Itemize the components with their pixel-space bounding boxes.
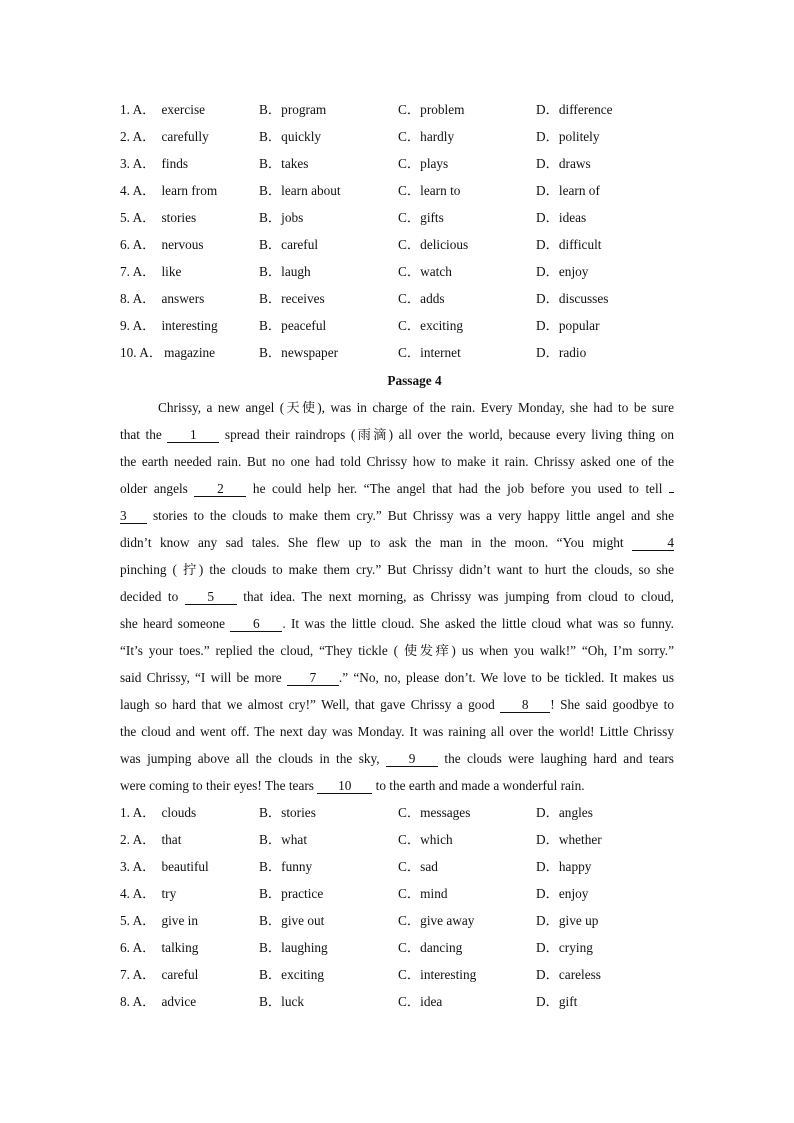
- option-b: B．exciting: [259, 967, 324, 982]
- blank-5[interactable]: 5: [185, 589, 237, 605]
- option-b: B．receives: [259, 291, 325, 306]
- option-a: 4. A． try: [120, 886, 177, 901]
- option-b: B．careful: [259, 237, 319, 252]
- option-c: C．gifts: [398, 210, 444, 225]
- passage-line: didn’t know any sad tales. She flew up to ask the man in the moon. “You might 4: [120, 535, 674, 550]
- passage-line: the cloud and went off. The next day was Monday. It was raining all over the world! Little Chrissy: [120, 724, 674, 739]
- option-b: B．laughing: [259, 940, 328, 955]
- option-a: 5. A． stories: [120, 210, 197, 225]
- passage-line: was jumping above all the clouds in the sky, 9 the clouds were laughing hard and tears: [120, 751, 674, 766]
- blank-9[interactable]: 9: [386, 751, 438, 767]
- passage-line: she heard someone 6 . It was the little cloud. She asked the little cloud what was so funny.: [120, 616, 674, 631]
- passage-line: that the 1 spread their raindrops (雨滴) all over the world, because every living thing on: [120, 427, 674, 442]
- question-row: [120, 880, 680, 907]
- option-c: C．exciting: [398, 318, 463, 333]
- option-a: 7. A． like: [120, 264, 182, 279]
- question-row: [120, 826, 680, 853]
- question-row: [120, 853, 680, 880]
- passage-line: “It’s your toes.” replied the cloud, “They tickle ( 使发痒) us when you walk!” “Oh, I’m sorry.”: [120, 643, 674, 658]
- option-b: B．takes: [259, 156, 309, 171]
- passage-line: were coming to their eyes! The tears 10 to the earth and made a wonderful rain.: [120, 778, 585, 793]
- option-c: C．sad: [398, 859, 438, 874]
- option-b: B．stories: [259, 805, 316, 820]
- question-row: [120, 285, 680, 312]
- option-c: C．watch: [398, 264, 452, 279]
- passage-line: the earth needed rain. But no one had told Chrissy how to make it rain. Chrissy asked one of the: [120, 454, 674, 469]
- option-a: 3. A． beautiful: [120, 859, 209, 874]
- option-c: C．give away: [398, 913, 475, 928]
- option-b: B．quickly: [259, 129, 322, 144]
- option-b: B．jobs: [259, 210, 304, 225]
- option-a: 1. A． exercise: [120, 102, 206, 117]
- option-d: D．careless: [536, 967, 601, 982]
- question-row: [120, 150, 680, 177]
- question-row: [120, 907, 680, 934]
- option-c: C．problem: [398, 102, 465, 117]
- option-b: B．luck: [259, 994, 305, 1009]
- option-a: 6. A． talking: [120, 940, 199, 955]
- option-c: C．internet: [398, 345, 461, 360]
- option-a: 7. A． careful: [120, 967, 199, 982]
- option-d: D．draws: [536, 156, 591, 171]
- option-c: C．messages: [398, 805, 471, 820]
- option-d: D．difficult: [536, 237, 602, 252]
- question-row: [120, 961, 680, 988]
- option-c: C．learn to: [398, 183, 461, 198]
- passage-line: laugh so hard that we almost cry!” Well, that gave Chrissy a good 8 ! She said goodbye to: [120, 697, 674, 712]
- option-d: D．enjoy: [536, 264, 589, 279]
- option-c: C．adds: [398, 291, 445, 306]
- question-row: [120, 231, 680, 258]
- option-b: B．newspaper: [259, 345, 339, 360]
- option-b: B．practice: [259, 886, 324, 901]
- passage-line: Chrissy, a new angel (天使), was in charge of the rain. Every Monday, she had to be sure: [158, 400, 674, 415]
- option-d: D．angles: [536, 805, 593, 820]
- option-c: C．mind: [398, 886, 448, 901]
- passage-title: Passage 4: [387, 373, 442, 388]
- option-a: 1. A． clouds: [120, 805, 197, 820]
- blank-6[interactable]: 6: [230, 616, 282, 632]
- option-a: 5. A． give in: [120, 913, 199, 928]
- passage-line: decided to 5 that idea. The next morning, as Chrissy was jumping from cloud to cloud,: [120, 589, 674, 604]
- option-d: D．whether: [536, 832, 602, 847]
- option-b: B．give out: [259, 913, 325, 928]
- option-d: D．give up: [536, 913, 599, 928]
- option-d: D．radio: [536, 345, 587, 360]
- option-d: D．ideas: [536, 210, 587, 225]
- blank-2[interactable]: 2: [194, 481, 246, 497]
- option-a: 2. A． carefully: [120, 129, 209, 144]
- question-row: [120, 934, 680, 961]
- option-a: 9. A． interesting: [120, 318, 218, 333]
- option-a: 3. A． finds: [120, 156, 189, 171]
- blank-10[interactable]: 10: [317, 778, 372, 794]
- option-c: C．delicious: [398, 237, 469, 252]
- option-a: 8. A． answers: [120, 291, 205, 306]
- option-b: B．what: [259, 832, 308, 847]
- option-c: C．interesting: [398, 967, 477, 982]
- option-c: C．idea: [398, 994, 443, 1009]
- question-row: [120, 799, 680, 826]
- option-a: 4. A． learn from: [120, 183, 218, 198]
- question-row: [120, 258, 680, 285]
- option-a: 2. A． that: [120, 832, 182, 847]
- blank-3[interactable]: 3: [120, 508, 147, 524]
- passage-body: [120, 394, 674, 799]
- option-d: D．learn of: [536, 183, 600, 198]
- option-d: D．gift: [536, 994, 578, 1009]
- option-d: D．popular: [536, 318, 600, 333]
- option-d: D．difference: [536, 102, 613, 117]
- passage-line: older angels 2 he could help her. “The angel that had the job before you used to tell: [120, 475, 674, 502]
- question-row: [120, 988, 680, 1015]
- blank-7[interactable]: 7: [287, 670, 339, 686]
- option-a: 10. A． magazine: [120, 345, 216, 360]
- question-row: [120, 123, 680, 150]
- passage-line: said Chrissy, “I will be more 7 .” “No, no, please don’t. We love to be tickled. It makes us: [120, 670, 674, 685]
- passage-line: pinching ( 拧) the clouds to make them cry.” But Chrissy didn’t want to hurt the clouds, so she: [120, 562, 674, 577]
- option-b: B．funny: [259, 859, 313, 874]
- blank-4[interactable]: 4: [632, 535, 674, 551]
- option-d: D．crying: [536, 940, 593, 955]
- question-row: [120, 312, 680, 339]
- options-block-2: [120, 799, 680, 1015]
- passage-line: 3 stories to the clouds to make them cry.” But Chrissy was a very happy little angel and she: [120, 508, 674, 523]
- blank-8[interactable]: 8: [500, 697, 550, 713]
- option-c: C．dancing: [398, 940, 463, 955]
- option-a: 8. A． advice: [120, 994, 197, 1009]
- question-row: [120, 339, 680, 366]
- blank-3-start: [669, 492, 674, 493]
- blank-1[interactable]: 1: [167, 427, 219, 443]
- option-c: C．which: [398, 832, 453, 847]
- option-c: C．hardly: [398, 129, 455, 144]
- question-row: [120, 177, 680, 204]
- option-b: B．laugh: [259, 264, 311, 279]
- question-row: [120, 96, 680, 123]
- option-b: B．program: [259, 102, 327, 117]
- option-a: 6. A． nervous: [120, 237, 204, 252]
- option-b: B．peaceful: [259, 318, 327, 333]
- option-d: D．enjoy: [536, 886, 589, 901]
- option-b: B．learn about: [259, 183, 341, 198]
- option-d: D．discusses: [536, 291, 609, 306]
- option-d: D．politely: [536, 129, 600, 144]
- question-row: [120, 204, 680, 231]
- option-c: C．plays: [398, 156, 449, 171]
- option-d: D．happy: [536, 859, 592, 874]
- options-block-1: [120, 96, 680, 366]
